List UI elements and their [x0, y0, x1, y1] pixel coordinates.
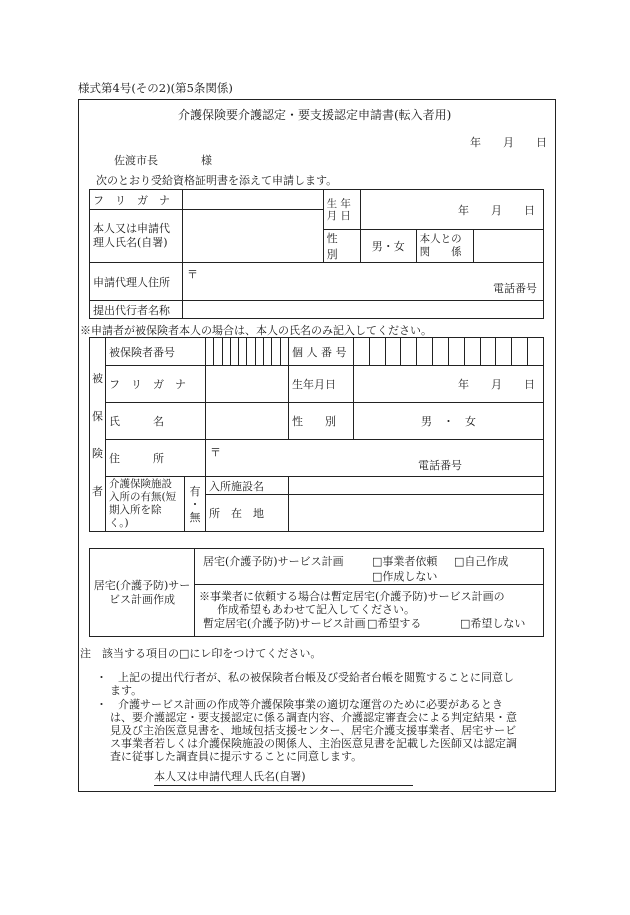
applicant-furigana-label: フ リ ガ ナ: [90, 190, 183, 210]
insured-furigana-label: フ リ ガ ナ: [106, 366, 206, 403]
insured-table: [89, 337, 544, 532]
facility-name-field[interactable]: [289, 477, 544, 495]
note-check: 注 該当する項目の□にレ印をつけてください。: [80, 647, 322, 660]
applicant-relation-label: 本人との 関 係: [416, 230, 474, 263]
applicant-sex-options[interactable]: 男・女: [360, 230, 416, 263]
insured-name-field[interactable]: [206, 403, 289, 440]
facility-location-label: 所 在 地: [206, 495, 289, 532]
addressee: 佐渡市長: [114, 154, 158, 167]
form-number: 様式第4号(その2)(第5条関係): [78, 81, 233, 95]
consent1-line2: ます。: [110, 684, 143, 697]
signature-label: 本人又は申請代理人氏名(自署): [154, 770, 306, 783]
insured-furigana-field[interactable]: [206, 366, 289, 403]
applicant-relation-field[interactable]: [474, 230, 544, 263]
intro-text: 次のとおり受給資格証明書を添えて申請します。: [96, 174, 338, 187]
opt-none[interactable]: □作成しない: [372, 570, 438, 583]
opt-request[interactable]: □事業者依頼: [372, 555, 438, 568]
applicant-name-field[interactable]: [183, 210, 324, 263]
applicant-table: [89, 189, 544, 319]
insured-birth-label: 生年月日: [289, 366, 354, 403]
applicant-phone-label: 電話番号: [493, 282, 537, 295]
consent2-line4: ス事業者若しくは介護保険施設の関係人、主治医意見書を記載した医師又は認定調: [110, 737, 517, 750]
date-line: 年 月 日: [470, 136, 547, 149]
facility-location-field[interactable]: [289, 495, 544, 532]
applicant-address-field[interactable]: [183, 263, 544, 301]
honorific: 様: [201, 154, 212, 167]
consent2-bullet: ・: [96, 698, 107, 711]
consent2-line3: 見及び主治医意見書を、地域包括支援センター、居宅介護支援事業者、居宅サービ: [110, 724, 517, 737]
insured-number-label: 被保険者番号: [106, 338, 206, 366]
personal-number-boxes[interactable]: [354, 338, 544, 366]
personal-number-label: 個 人 番 号: [289, 338, 354, 366]
consent2-line1: 介護サービス計画の作成等介護保険事業の適切な運営のために必要があるとき: [118, 698, 503, 711]
form-title: 介護保険要介護認定・要支援認定申請書(転入者用): [178, 108, 452, 122]
insured-postal-mark: 〒: [210, 446, 221, 459]
insured-sex-options[interactable]: 男 ・ 女: [354, 403, 544, 440]
insured-address-field[interactable]: [206, 440, 544, 477]
facility-name-label: 入所施設名: [206, 477, 289, 495]
applicant-birth-date[interactable]: 年 月 日: [360, 190, 543, 230]
insured-birth-date[interactable]: 年 月 日: [354, 366, 544, 403]
consent2-line2: は、要介護認定・要支援認定に係る調査内容、介護認定審査会による判定結果・意: [110, 711, 517, 724]
opt-want[interactable]: □希望する: [367, 617, 422, 630]
applicant-birth-label: 生 年 月 日: [323, 190, 360, 230]
applicant-name-label: 本人又は申請代理人氏名(自署): [90, 210, 183, 263]
insured-sex-label: 性 別: [289, 403, 354, 440]
applicant-address-label: 申請代理人住所: [90, 263, 183, 301]
applicant-furigana-field[interactable]: [183, 190, 324, 210]
signature-line[interactable]: [154, 768, 413, 786]
consent1-bullet: ・: [96, 671, 107, 684]
insured-side-label: 被 保 険 者: [90, 338, 106, 532]
insured-number-boxes[interactable]: [206, 338, 289, 366]
consent1-line1: 上記の提出代行者が、私の被保険者台帳及び受給者台帳を閲覧することに同意し: [118, 671, 514, 684]
insured-address-label: 住 所: [106, 440, 206, 477]
care-plan-table: [89, 548, 544, 637]
opt-not-want[interactable]: □希望しない: [460, 617, 526, 630]
insured-name-label: 氏 名: [106, 403, 206, 440]
opt-self[interactable]: □自己作成: [454, 555, 509, 568]
care-plan-options: 居宅(介護予防)サービス計画 □事業者依頼 □自己作成 □作成しない: [195, 549, 544, 585]
submitter-field[interactable]: [183, 301, 544, 319]
applicant-postal-mark: 〒: [187, 268, 199, 281]
note-self: ※申請者が被保険者本人の場合は、本人の氏名のみ記入してください。: [80, 324, 432, 337]
submitter-label: 提出代行者名称: [90, 301, 183, 319]
provisional-plan: ※事業者に依頼する場合は暫定居宅(介護予防)サービス計画の 作成希望もあわせて記入してください。 暫定居宅(介護予防)サービス計画 □希望する □希望しない: [195, 585, 544, 637]
insured-phone-label: 電話番号: [418, 459, 462, 472]
care-plan-label: 居宅(介護予防)サービス計画作成: [90, 549, 195, 637]
applicant-sex-label: 性 別: [323, 230, 360, 263]
facility-label: 介護保険施設入所の有無(短期入所を除く。): [106, 477, 185, 532]
facility-yesno[interactable]: 有 ・ 無: [185, 477, 206, 532]
consent2-line5: 査に従事した調査員に提示することに同意します。: [110, 750, 363, 763]
